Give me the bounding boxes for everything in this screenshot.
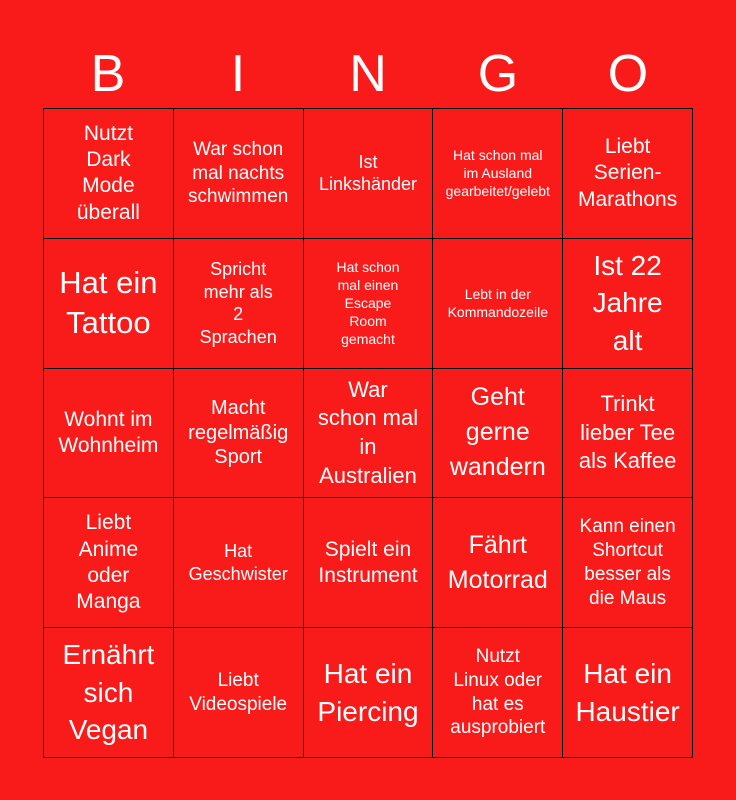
bingo-cell[interactable]: Ist Linkshänder xyxy=(304,109,434,239)
header-letter-g: G xyxy=(477,45,519,103)
header-letter-b: B xyxy=(90,45,126,103)
bingo-cell[interactable]: Wohnt im Wohnheim xyxy=(44,369,174,499)
bingo-cell[interactable]: Hat ein Tattoo xyxy=(44,239,174,369)
header-letter-i: I xyxy=(230,45,246,103)
bingo-cell[interactable]: Hat ein Haustier xyxy=(563,628,693,758)
bingo-cell[interactable]: Fährt Motorrad xyxy=(433,498,563,628)
bingo-cell[interactable]: Nutzt Linux oder hat es ausprobiert xyxy=(433,628,563,758)
bingo-cell[interactable]: Kann einen Shortcut besser als die Maus xyxy=(563,498,693,628)
bingo-cell[interactable]: Trinkt lieber Tee als Kaffee xyxy=(563,369,693,499)
bingo-cell[interactable]: War schon mal nachts schwimmen xyxy=(174,109,304,239)
header-letter-o: O xyxy=(607,45,649,103)
bingo-cell[interactable]: Ernährt sich Vegan xyxy=(44,628,174,758)
bingo-cell[interactable]: War schon mal in Australien xyxy=(304,369,434,499)
bingo-cell[interactable]: Liebt Anime oder Manga xyxy=(44,498,174,628)
bingo-cell[interactable]: Liebt Serien- Marathons xyxy=(563,109,693,239)
bingo-cell[interactable]: Hat Geschwister xyxy=(174,498,304,628)
bingo-cell[interactable]: Hat schon mal im Ausland gearbeitet/gelebt xyxy=(433,109,563,239)
bingo-cell[interactable]: Spielt ein Instrument xyxy=(304,498,434,628)
header-letter-n: N xyxy=(349,45,387,103)
bingo-cell[interactable]: Nutzt Dark Mode überall xyxy=(44,109,174,239)
bingo-cell[interactable]: Spricht mehr als 2 Sprachen xyxy=(174,239,304,369)
bingo-cell[interactable]: Lebt in der Kommandozeile xyxy=(433,239,563,369)
bingo-cell[interactable]: Ist 22 Jahre alt xyxy=(563,239,693,369)
bingo-cell[interactable]: Hat ein Piercing xyxy=(304,628,434,758)
bingo-cell[interactable]: Hat schon mal einen Escape Room gemacht xyxy=(304,239,434,369)
bingo-cell[interactable]: Geht gerne wandern xyxy=(433,369,563,499)
bingo-header xyxy=(43,40,693,108)
bingo-grid xyxy=(43,108,693,758)
bingo-cell[interactable]: Macht regelmäßig Sport xyxy=(174,369,304,499)
bingo-cell[interactable]: Liebt Videospiele xyxy=(174,628,304,758)
